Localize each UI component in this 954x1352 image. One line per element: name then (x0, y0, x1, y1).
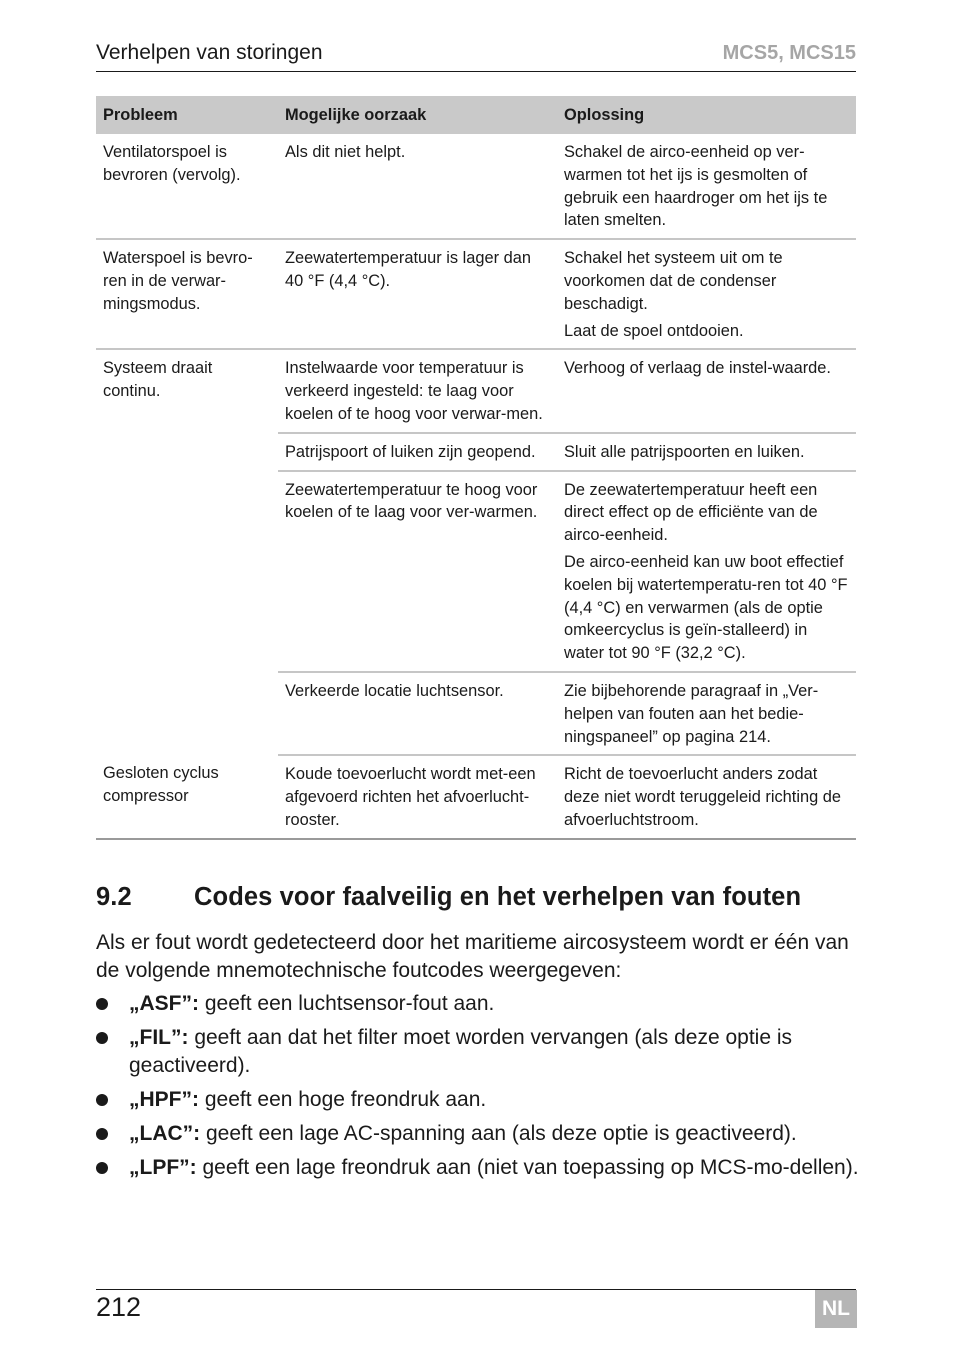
error-code-description: geeft een lage freondruk aan (niet van toepassing op MCS-mo-dellen). (202, 1155, 859, 1179)
error-code-description: geeft aan dat het filter moet worden vervangen (als deze optie is geactiveerd). (129, 1026, 793, 1077)
list-item (96, 1154, 866, 1182)
solution-cell (557, 134, 856, 239)
list-item (96, 1120, 866, 1148)
list-item (96, 1086, 866, 1114)
intro-paragraph: Als er fout wordt gedetecteerd door het maritieme aircosysteem wordt er één van de volgende mnemotechnische foutcodes weergegeven: (96, 931, 849, 982)
column-header-solution: Oplossing (557, 96, 856, 134)
table-row (96, 755, 856, 838)
solution-paragraph: Schakel het systeem uit om te voorkomen dat de condenser beschadigt. (564, 249, 783, 313)
error-code: „ASF”: (129, 992, 199, 1015)
error-code-description: geeft een hoge freondruk aan. (204, 1087, 487, 1111)
troubleshooting-table (96, 96, 856, 840)
footer-divider (96, 1289, 856, 1290)
list-item (96, 990, 866, 1018)
bullet-icon (96, 1032, 108, 1044)
solution-paragraph: De zeewatertemperatuur heeft een direct effect op de efficiënte van de airco-eenheid. (564, 480, 818, 545)
bullet-icon (96, 998, 108, 1010)
cause-cell: Koude toevoerlucht wordt met-een afgevoerd richten het afvoerlucht-rooster. (278, 755, 557, 838)
cause-cell: Instelwaarde voor temperatuur is verkeerd ingesteld: te laag voor koelen of te hoog voor verwar-men. (278, 349, 557, 432)
solution-paragraph: Sluit alle patrijspoorten en luiken. (564, 442, 805, 461)
column-header-problem: Probleem (96, 96, 278, 134)
list-item (96, 1024, 866, 1079)
solution-cell (557, 433, 856, 471)
solution-cell (557, 471, 856, 672)
error-code: „LPF”: (129, 1155, 197, 1179)
problem-cell: Gesloten cyclus compressor (96, 755, 278, 838)
error-code: „FIL”: (129, 1026, 189, 1049)
problem-cell: Ventilatorspoel is bevroren (vervolg). (96, 134, 278, 239)
header-divider (96, 71, 856, 72)
model-label: MCS5, MCS15 (722, 42, 856, 64)
solution-paragraph: Laat de spoel ontdooien. (564, 321, 744, 340)
bullet-icon (96, 1094, 108, 1106)
page-number: 212 (96, 1292, 142, 1322)
running-header-title: Verhelpen van storingen (96, 41, 323, 64)
section-heading (96, 883, 801, 912)
language-badge: NL (815, 1290, 857, 1328)
solution-paragraph: Schakel de airco-eenheid op ver-warmen tot het ijs is gesmolten of gebruik een haardroger om het ijs te laten smelten. (564, 143, 828, 230)
solution-cell (557, 755, 856, 838)
table-row (96, 134, 856, 239)
column-header-cause: Mogelijke oorzaak (278, 96, 557, 134)
solution-cell (557, 239, 856, 349)
solution-cell (557, 672, 856, 755)
solution-cell (557, 349, 856, 432)
table-row (96, 349, 856, 432)
solution-paragraph: Zie bijbehorende paragraaf in „Ver-helpen van fouten aan het bedie-ningspaneel” op pagina 214. (564, 681, 819, 746)
table-row (96, 239, 856, 349)
solution-paragraph: De airco-eenheid kan uw boot effectief koelen bij watertemperatu-ren tot 40 °F (4,4 °C) en verwarmen (als de optie omkeercyclus is geïn-stalleerd) in water tot 90 °F (32,2 °C). (564, 552, 848, 663)
section-title: Codes voor faalveilig en het verhelpen van fouten (194, 883, 802, 911)
cause-cell: Als dit niet helpt. (278, 134, 557, 239)
error-code-description: geeft een luchtsensor-fout aan. (204, 992, 495, 1015)
problem-cell: Systeem draait continu. (103, 359, 213, 401)
error-code-list (96, 990, 866, 1188)
cause-cell: Patrijspoort of luiken zijn geopend. (278, 433, 557, 471)
cause-cell: Zeewatertemperatuur is lager dan 40 °F (4,4 °C). (278, 239, 557, 349)
bullet-icon (96, 1128, 108, 1140)
problem-cell: Waterspoel is bevro-ren in de verwar-mingsmodus. (96, 239, 278, 349)
error-code: „LAC”: (129, 1121, 201, 1145)
solution-paragraph: Richt de toevoerlucht anders zodat deze niet wordt teruggeleid richting de afvoerluchtstroom. (564, 765, 841, 829)
solution-paragraph: Verhoog of verlaag de instel-waarde. (564, 359, 831, 378)
table-header-row (96, 96, 856, 134)
error-code: „HPF”: (129, 1087, 199, 1111)
cause-cell: Zeewatertemperatuur te hoog voor koelen of te laag voor ver-warmen. (278, 471, 557, 672)
cause-cell: Verkeerde locatie luchtsensor. (278, 672, 557, 755)
section-number: 9.2 (96, 883, 132, 911)
bullet-icon (96, 1162, 108, 1174)
error-code-description: geeft een lage AC-spanning aan (als deze optie is geactiveerd). (206, 1121, 797, 1145)
